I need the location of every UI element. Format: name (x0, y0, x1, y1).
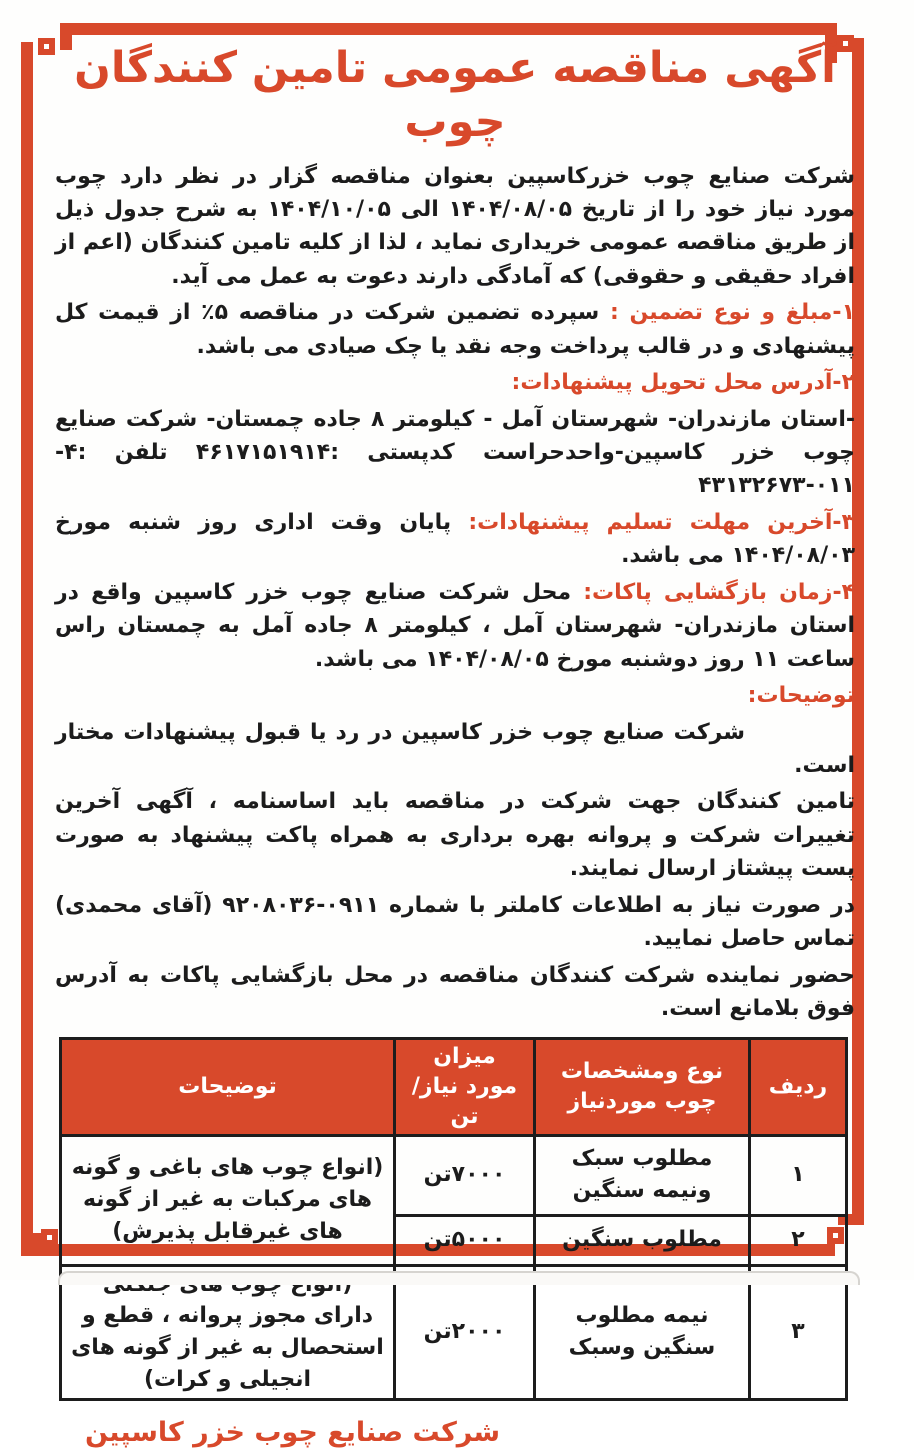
item-1-deposit (55, 296, 855, 363)
item-3-text: پایان وقت اداری روز شنبه مورخ ۱۴۰۴/۰۸/۰۳ می باشد. (55, 509, 855, 569)
cell-wood-type: نیمه مطلوب سنگین وسبک (535, 1265, 750, 1400)
note-line: حضور نماینده شرکت کنندگان مناقصه در محل بازگشایی پاکات به آدرس فوق بلامانع است. (55, 962, 855, 1021)
item-4-opening (55, 576, 855, 676)
ad-content (55, 36, 855, 1448)
cell-row-number: ۱ (750, 1135, 847, 1215)
cell-row-number: ۳ (750, 1265, 847, 1400)
company-name-lead: شرکت صنایع چوب خزرکاسپین (507, 163, 855, 189)
cell-amount: ۲۰۰۰تن (395, 1265, 535, 1400)
item-3-label: ۳-آخرین مهلت تسلیم پیشنهادات: (451, 509, 856, 535)
item-3-deadline (55, 506, 855, 573)
item-2-address: -استان مازندران- شهرستان آمل - کیلومتر ۸ جاده چمستان- شرکت صنایع چوب خزر کاسپین-واحدحراست کدپستی :۴۶۱۷۱۵۱۹۱۴ تلفن :۴- ۰۱۱-۴۳۱۳۲۶۷۳ (55, 406, 856, 499)
table-row (61, 1135, 847, 1215)
intro-paragraph (55, 160, 855, 294)
item-4-label: ۴-زمان بازگشایی پاکات: (571, 579, 856, 605)
frame-top-bar (60, 23, 837, 35)
frame-corner-pin-icon (38, 38, 55, 55)
notes-heading: توضیحات: (747, 683, 855, 709)
cell-wood-type: مطلوب سنگین (535, 1215, 750, 1265)
item-4-text: محل شرکت صنایع چوب خزر کاسپین واقع در استان مازندران- شهرستان آمل ، کیلومتر ۸ جاده آمل به چمستان راس ساعت ۱۱ روز دوشنبه مورخ ۱۴۰۴/۰۸/۰۵ می باشد. (55, 579, 855, 672)
item-2-label: ۲-آدرس محل تحویل پیشنهادات: (511, 370, 855, 396)
next-ad-top-edge (58, 1271, 860, 1285)
table-row (61, 1265, 847, 1400)
company-signature: شرکت صنایع چوب خزر کاسپین (85, 1417, 501, 1448)
note-line: تامین کنندگان جهت شرکت در مناقصه باید اساسنامه ، آگهی آخرین تغییرات شرکت و پروانه بهره برداری به همراه پاکت پیشنهاد به صورت پست پیشتاز ارسال نمایند. (55, 789, 855, 882)
page-title: آگهی مناقصه عمومی تامین کنندگان چوب (74, 43, 836, 147)
requirements-table (59, 1037, 848, 1401)
header-wood-type: نوع ومشخصات چوب موردنیاز (535, 1039, 750, 1135)
cell-notes: دارای مجوز پروانه ، قطع و استحصال به غیر از گونه های انجیلی و کرات) (61, 1265, 395, 1400)
item-1-text: سپرده تضمین شرکت در مناقصه ۵٪ از قیمت کل پیشنهادی و در قالب پرداخت وجه نقد یا چک صیادی می باشد. (55, 300, 855, 359)
note-line: در صورت نیاز به اطلاعات کاملتر با شماره ۰۹۱۱-۹۲۰۸۰۳۶ (آقای محمدی) تماس حاصل نمایید. (55, 892, 855, 952)
note-line: شرکت صنایع چوب خزر کاسپین در رد یا قبول پیشنهادات مختار است. (55, 719, 855, 778)
cell-wood-type: مطلوب سبک ونیمه سنگین (535, 1135, 750, 1215)
item-1-label: ۱-مبلغ و نوع تضمین : (599, 300, 855, 326)
cell-notes-merged: (انواع چوب های باغی و گونه های مرکبات به غیر از گونه های غیرقابل پذیرش) (61, 1135, 395, 1265)
header-notes: توضیحات (61, 1039, 395, 1135)
cell-amount: ۵۰۰۰تن (395, 1215, 535, 1265)
cell-amount: ۷۰۰۰تن (395, 1135, 535, 1215)
cell-row-number: ۲ (750, 1215, 847, 1265)
frame-left-bar (21, 42, 33, 1256)
intro-text: بعنوان مناقصه گزار در نظر دارد چوب مورد نیاز خود را از تاریخ ۱۴۰۴/۰۸/۰۵ الی ۱۴۰۴/۱۰/۰۵ به شرح جدول ذیل از طریق مناقصه عمومی خریداری نماید ، لذا از کلیه تامین کنندگان (اعم از افراد حقیقی و حقوقی) که آمادگی دارند دعوت به عمل می آید. (55, 163, 855, 289)
header-amount: میزان مورد نیاز/تن (395, 1039, 535, 1135)
table-header-row (61, 1039, 847, 1135)
header-row-number: ردیف (750, 1039, 847, 1135)
